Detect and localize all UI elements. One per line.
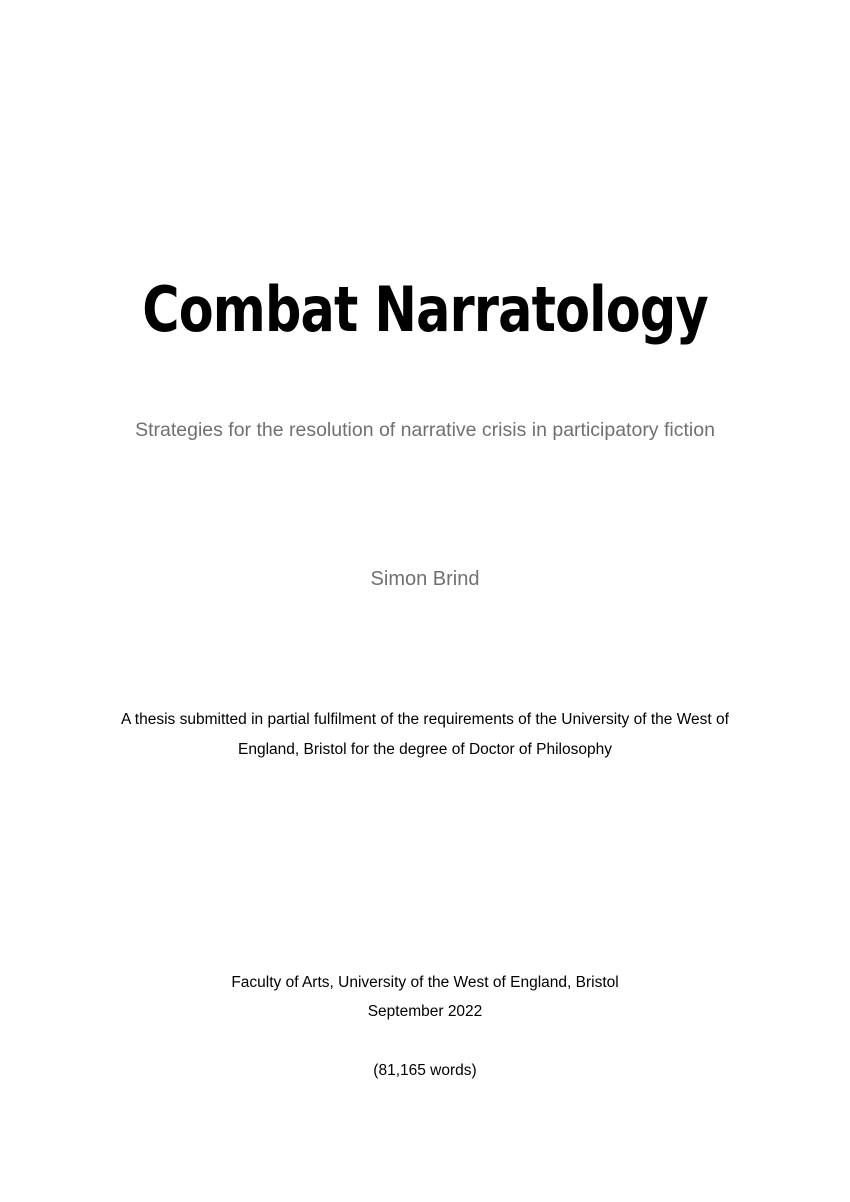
author-name: Simon Brind <box>370 568 480 590</box>
degree-statement: A thesis submitted in partial fulfilment of the requirements of the University of the West of England, Bristol for the degree of Doctor of Philosophy <box>121 711 729 758</box>
faculty-affiliation: Faculty of Arts, University of the West of England, Bristol <box>231 974 619 991</box>
thesis-subtitle: Strategies for the resolution of narrative crisis in participatory fiction <box>135 419 715 441</box>
submission-date: September 2022 <box>367 1003 483 1020</box>
thesis-title: Combat Narratology <box>142 273 708 346</box>
word-count: (81,165 words) <box>373 1062 477 1079</box>
